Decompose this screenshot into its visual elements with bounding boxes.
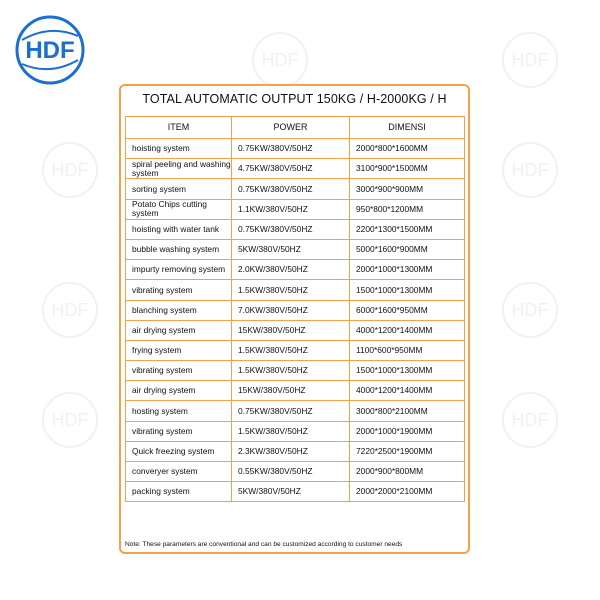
item-cell: frying system	[126, 340, 232, 360]
svg-text:HDF: HDF	[511, 160, 549, 180]
power-cell: 15KW/380V/50HZ	[232, 381, 350, 401]
watermark-logo	[40, 280, 100, 340]
item-cell: impurty removing system	[126, 260, 232, 280]
dimension-cell: 3100*900*1500MM	[350, 159, 465, 179]
item-cell: vibrating system	[126, 361, 232, 381]
dimension-cell: 3000*900*900MM	[350, 179, 465, 199]
table-row	[126, 340, 465, 360]
item-cell: bubble washing system	[126, 239, 232, 259]
power-cell: 15KW/380V/50HZ	[232, 320, 350, 340]
table-row	[126, 300, 465, 320]
dimension-cell: 2000*900*800MM	[350, 462, 465, 482]
footnote: Note: These parameters are conventional and can be customized according to customer needs	[125, 541, 403, 548]
table-header-row	[126, 117, 465, 139]
header-dimension: DIMENSI	[350, 117, 465, 139]
item-cell: blanching system	[126, 300, 232, 320]
power-cell: 1.5KW/380V/50HZ	[232, 280, 350, 300]
table-row	[126, 361, 465, 381]
table-row	[126, 260, 465, 280]
power-cell: 5KW/380V/50HZ	[232, 239, 350, 259]
item-cell: hoisting system	[126, 139, 232, 159]
table-row	[126, 239, 465, 259]
power-cell: 2.0KW/380V/50HZ	[232, 260, 350, 280]
power-cell: 1.1KW/380V/50HZ	[232, 199, 350, 219]
table-row	[126, 482, 465, 502]
power-cell: 1.5KW/380V/50HZ	[232, 421, 350, 441]
table-row	[126, 320, 465, 340]
svg-text:HDF: HDF	[261, 50, 299, 70]
power-cell: 1.5KW/380V/50HZ	[232, 361, 350, 381]
power-cell: 4.75KW/380V/50HZ	[232, 159, 350, 179]
header-item: ITEM	[126, 117, 232, 139]
table-row	[126, 381, 465, 401]
table-row	[126, 199, 465, 219]
watermark-logo	[40, 390, 100, 450]
dimension-cell: 6000*1600*950MM	[350, 300, 465, 320]
table-row	[126, 462, 465, 482]
dimension-cell: 2000*2000*2100MM	[350, 482, 465, 502]
power-cell: 0.75KW/380V/50HZ	[232, 401, 350, 421]
item-cell: air drying system	[126, 381, 232, 401]
table-row	[126, 139, 465, 159]
power-cell: 5KW/380V/50HZ	[232, 482, 350, 502]
dimension-cell: 2000*1000*1300MM	[350, 260, 465, 280]
dimension-cell: 7220*2500*1900MM	[350, 441, 465, 461]
table-row	[126, 280, 465, 300]
table-row	[126, 179, 465, 199]
watermark-logo	[500, 390, 560, 450]
svg-text:HDF: HDF	[51, 410, 89, 430]
item-cell: sorting system	[126, 179, 232, 199]
power-cell: 0.75KW/380V/50HZ	[232, 179, 350, 199]
item-cell: Potato Chips cutting system	[126, 199, 232, 219]
power-cell: 1.5KW/380V/50HZ	[232, 340, 350, 360]
item-cell: hoisting with water tank	[126, 219, 232, 239]
item-cell: converyer system	[126, 462, 232, 482]
dimension-cell: 3000*800*2100MM	[350, 401, 465, 421]
watermark-logo	[40, 140, 100, 200]
item-cell: Quick freezing system	[126, 441, 232, 461]
table-row	[126, 441, 465, 461]
dimension-cell: 1500*1000*1300MM	[350, 361, 465, 381]
watermark-logo	[500, 140, 560, 200]
svg-text:HDF: HDF	[511, 300, 549, 320]
dimension-cell: 2000*800*1600MM	[350, 139, 465, 159]
power-cell: 7.0KW/380V/50HZ	[232, 300, 350, 320]
watermark-logo	[500, 280, 560, 340]
dimension-cell: 4000*1200*1400MM	[350, 381, 465, 401]
spec-table	[125, 116, 465, 502]
header-power: POWER	[232, 117, 350, 139]
item-cell: packing system	[126, 482, 232, 502]
item-cell: spiral peeling and washing system	[126, 159, 232, 179]
table-row	[126, 401, 465, 421]
dimension-cell: 4000*1200*1400MM	[350, 320, 465, 340]
sheet-title: TOTAL AUTOMATIC OUTPUT 150KG / H-2000KG / H	[142, 92, 447, 106]
dimension-cell: 2200*1300*1500MM	[350, 219, 465, 239]
table-row	[126, 421, 465, 441]
svg-text:HDF: HDF	[51, 300, 89, 320]
power-cell: 0.55KW/380V/50HZ	[232, 462, 350, 482]
svg-text:HDF: HDF	[511, 50, 549, 70]
spec-sheet	[119, 84, 470, 554]
item-cell: vibrating system	[126, 280, 232, 300]
table-row	[126, 159, 465, 179]
power-cell: 0.75KW/380V/50HZ	[232, 139, 350, 159]
dimension-cell: 1100*600*950MM	[350, 340, 465, 360]
dimension-cell: 2000*1000*1900MM	[350, 421, 465, 441]
item-cell: air drying system	[126, 320, 232, 340]
power-cell: 2.3KW/380V/50HZ	[232, 441, 350, 461]
table-row	[126, 219, 465, 239]
hdf-logo	[14, 14, 86, 86]
svg-text:HDF: HDF	[25, 37, 75, 64]
item-cell: vibrating system	[126, 421, 232, 441]
dimension-cell: 5000*1600*900MM	[350, 239, 465, 259]
dimension-cell: 1500*1000*1300MM	[350, 280, 465, 300]
watermark-logo	[500, 30, 560, 90]
svg-text:HDF: HDF	[51, 160, 89, 180]
item-cell: hosting system	[126, 401, 232, 421]
dimension-cell: 950*800*1200MM	[350, 199, 465, 219]
svg-text:HDF: HDF	[511, 410, 549, 430]
power-cell: 0.75KW/380V/50HZ	[232, 219, 350, 239]
watermark-logo	[250, 30, 310, 90]
